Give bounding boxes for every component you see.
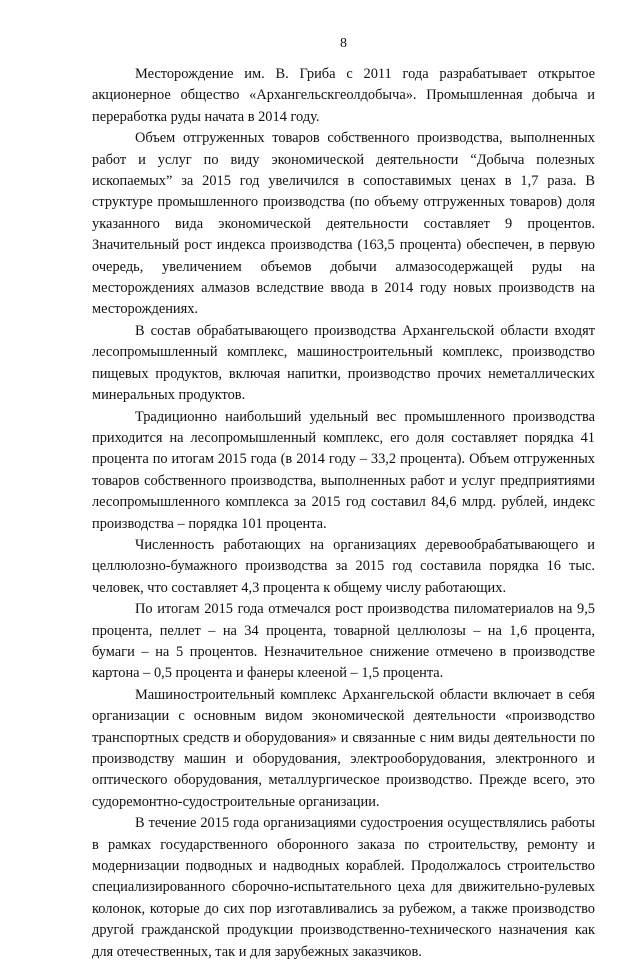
paragraph-timber-complex: Традиционно наибольший удельный вес промышленного производства приходится на лесопромышленный комплекс, его доля составляет порядка 41 процента по итогам 2015 года (в 2014 году – 33,2 процента). Объем отгруженных товаров собственного производства, выполненных работ и услуг предприятиями лесопромышленного комплекса за 2015 год составил 84,6 млрд. рублей, индекс производства – порядка 101 процента. bbox=[92, 408, 595, 532]
paragraph-machine-building: Машиностроительный комплекс Архангельской области включает в себя организации с основным видом экономической деятельности «производство транспортных средств и оборудования» и связанные с ним виды деятельности по производству машин и оборудования, электрооборудования, электронного и оптического оборудования, металлургическое производство. Прежде всего, это судоремонтно-судостроительные организации. bbox=[92, 686, 595, 810]
document-page bbox=[92, 36, 595, 963]
paragraph-timber-employment: Численность работающих на организациях деревообрабатывающего и целлюлозно-бумажного производства за 2015 год составила порядка 16 тыс. человек, что составляет 4,3 процента к общему числу работающих. bbox=[92, 536, 595, 596]
paragraph-timber-production-growth: По итогам 2015 года отмечался рост производства пиломатериалов на 9,5 процента, пеллет – на 34 процента, товарной целлюлозы – на 1,6 процента, бумаги – на 5 процентов. Незначительное снижение отмечено в производстве картона – 0,5 процента и фанеры клееной – 1,5 процента. bbox=[92, 601, 595, 682]
paragraph-manufacturing-structure: В состав обрабатывающего производства Архангельской области входят лесопромышленный комплекс, машиностроительный комплекс, производство пищевых продуктов, включая напитки, производство прочих неметаллических минеральных продуктов. bbox=[92, 322, 595, 404]
paragraph-mining-output: Объем отгруженных товаров собственного производства, выполненных работ и услуг по виду экономической деятельности “Добыча полезных ископаемых” за 2015 год увеличился в сопоставимых ценах в 1,7 раза. В структуре промышленного производства (по объему отгруженных товаров) доля указанного вида экономической деятельности составляет 9 процентов. Значительный рост индекса производства (163,5 процента) обеспечен, в первую очередь, увеличением объемов добычи алмазосодержащей руды на месторождениях алмазов вследствие ввода в 2014 году новых производств на месторождениях. bbox=[92, 130, 595, 318]
paragraph-shipbuilding: В течение 2015 года организациями судостроения осуществлялись работы в рамках государственного оборонного заказа по строительству, ремонту и модернизации подводных и надводных кораблей. Продолжалось строительство специализированного сборочно-испытательного цеха для движительно-рулевых колонок, которые до сих пор изготавливались за рубежом, а также производство другой гражданской продукции производственно-технического назначения как для отечественных, так и для зарубежных заказчиков. bbox=[92, 815, 595, 960]
page-number: 8 bbox=[340, 36, 347, 51]
paragraph-grib-deposit: Месторождение им. В. Гриба с 2011 года разрабатывает открытое акционерное общество «Архангельскгеолдобыча». Промышленная добыча и переработка руды начата в 2014 году. bbox=[92, 66, 595, 125]
